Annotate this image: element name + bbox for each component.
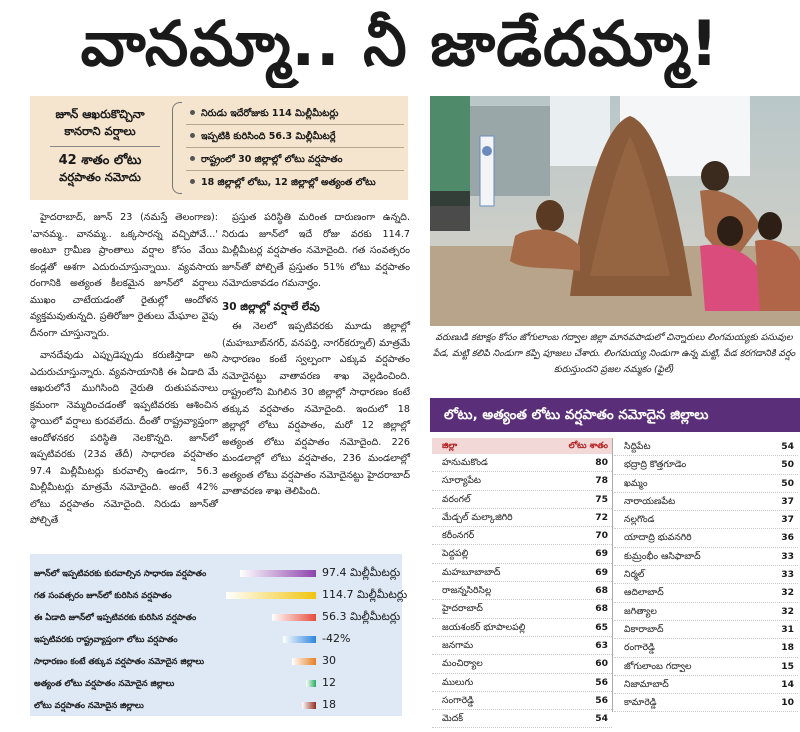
- district-name: రాజన్నసిరిసిల్ల: [442, 585, 492, 597]
- summary-line: కానరాని వర్షాలు: [64, 124, 136, 138]
- deficit-value: 63: [595, 639, 608, 651]
- table-row: [432, 582, 612, 600]
- district-name: నిజామాబాద్: [624, 678, 669, 690]
- deficit-value: 10: [781, 697, 794, 709]
- table-row: [432, 655, 612, 673]
- deficit-value: 31: [781, 623, 794, 635]
- district-name: మెదక్: [442, 713, 464, 725]
- deficit-value: 56: [595, 694, 608, 706]
- district-name: యాదాద్రి భువనగిరి: [624, 532, 692, 544]
- article-column-1: [30, 210, 218, 550]
- article-column-2: [222, 210, 410, 550]
- table-row: [432, 545, 612, 563]
- stat-row: [34, 584, 408, 606]
- stat-value: 56.3 మిల్లీమీటర్లు: [322, 610, 401, 623]
- stat-bar: [306, 680, 316, 687]
- photo-caption: వరుణుడి కటాక్షం కోసం జోగులాంబ గద్వాల జిల్లా మానవపాడులో చిన్నారులు లింగమయ్యకు పసువుల పేడ, మట్టి కలిపి నిండుగా కప్పి పూజలు చేశారు. లింగమయ్య నిండుగా ఉన్న మట్టి, పేడ కరగడానికి వర్షం కురుస్తుందని ప్రజల నమ్మకం (ఫైల్): [432, 332, 796, 375]
- table-row: [614, 511, 798, 529]
- article-paragraph: ఈ నెలలో ఇప్పటివరకు మూడు జిల్లాల్లో (మహబూబ్‌నగర్, వనపర్తి, నాగర్‌కర్నూల్) మాత్రమే సాధారణం కంటే స్వల్పంగా ఎక్కువ వర్షపాతం నమోదైనట్టు వాతావరణ శాఖ వెల్లడించింది. రాష్ట్రంలోని మిగిలిన 30 జిల్లాల్లో సాధారణం కంటే తక్కువ వర్షపాతం నమోదైంది. ఇందులో 18 జిల్లాల్లో లోటు వర్షపాతం, మరో 12 జిల్లాల్లో అత్యంత లోటు వర్షపాతం నమోదైంది. 226 మండలాల్లో లోటు వర్షపాతం, 236 మండలాల్లో అత్యంత లోటు వర్షపాతం నమోదైనట్టు హైదరాబాద్ వాతావరణ శాఖ తెలిపింది.: [222, 321, 410, 497]
- district-name: జగిత్యాల: [624, 605, 657, 617]
- article-subheading: 30 జిల్లాల్లో వర్షాలే లేవు: [222, 300, 320, 313]
- stat-bar: [226, 592, 316, 599]
- deficit-value: 33: [781, 569, 794, 581]
- bullet-icon: [190, 133, 195, 138]
- deficit-value: 14: [781, 678, 794, 690]
- summary-point: [186, 125, 404, 148]
- deficit-value: 15: [781, 660, 794, 672]
- deficit-value: 50: [781, 477, 794, 489]
- district-table-right: [614, 438, 798, 712]
- news-photo: [430, 96, 800, 326]
- deficit-value: 68: [595, 585, 608, 597]
- deficit-value: 60: [595, 658, 608, 670]
- district-name: వరంగల్: [442, 493, 471, 505]
- article-paragraph: హైదరాబాద్, జూన్ 23 (నమస్తే తెలంగాణ): 'వానమ్మ.. వానమ్మ.. ఒక్కసారన్న వచ్చిపోవే...' అంటూ గ్రామీణ ప్రాంతాలు వర్షాల కోసం వేయి కండ్లతో ఆశగా ఎదురుచూస్తున్నాయి. వ్యవసాయ రంగానికి అత్యంత కీలకమైన జూన్‌లో వర్షాలు ముఖం చాటేయడంతో రైతుల్లో ఆందోళన వ్యక్తమవుతున్నది. ప్రతిరోజూ రైతులు మేఘాల వైపు దీనంగా చూస్తున్నారు.: [30, 212, 218, 339]
- stat-label: గత సంవత్సరం జూన్‌లో కురిసిన వర్షపాతం: [34, 590, 172, 600]
- stat-value: 18: [322, 698, 336, 711]
- stat-bar: [272, 614, 316, 621]
- summary-left-bottom: [30, 152, 170, 186]
- stat-label: ఇప్పటివరకు రాష్ట్రవ్యాప్తంగా లోటు వర్షపాతం: [34, 634, 178, 644]
- table-row: [614, 621, 798, 639]
- table-row: [614, 676, 798, 694]
- summary-point-text: 18 జిల్లాల్లో లోటు, 12 జిల్లాల్లో అత్యంత లోటు: [201, 177, 376, 188]
- table-row: [614, 493, 798, 511]
- stat-value: 114.7 మిల్లీమీటర్లు: [322, 588, 408, 601]
- deficit-value: 70: [595, 530, 608, 542]
- district-name: మంచిర్యాల: [442, 658, 483, 670]
- stat-row: [34, 672, 398, 694]
- table-row: [432, 674, 612, 692]
- stat-label: అత్యంత లోటు వర్షపాతం నమోదైన జిల్లాలు: [34, 678, 175, 688]
- stat-value: 30: [322, 654, 336, 667]
- district-name: భద్రాద్రి కొత్తగూడెం: [624, 459, 687, 471]
- summary-line: జూన్ ఆఖరుకొచ్చినా: [55, 107, 145, 121]
- table-row: [432, 564, 612, 582]
- table-row: [432, 527, 612, 545]
- summary-point: [186, 102, 404, 125]
- summary-line: వర్షపాతం నమోదు: [59, 170, 141, 184]
- deficit-value: 75: [595, 493, 608, 505]
- column-header-district: జిల్లా: [442, 441, 458, 451]
- district-name: కామారెడ్డి: [624, 697, 657, 709]
- district-name: మహబూబాబాద్: [442, 566, 501, 578]
- deficit-value: 65: [595, 621, 608, 633]
- stat-label: ఈ ఏడాది జూన్‌లో ఇప్పటివరకు కురిసిన వర్షపాతం: [34, 612, 197, 622]
- district-name: పెద్దపల్లి: [442, 548, 469, 560]
- district-table-left: [432, 438, 612, 728]
- deficit-value: 32: [781, 587, 794, 599]
- table-row: [432, 454, 612, 472]
- table-row: [614, 694, 798, 712]
- table-row: [614, 584, 798, 602]
- bullet-icon: [190, 110, 195, 115]
- table-row: [432, 600, 612, 618]
- summary-point-text: ఇప్పటికి కురిసింది 56.3 మిల్లీమీటర్లే: [201, 131, 336, 142]
- stat-bar: [283, 636, 316, 643]
- deficit-value: 72: [595, 511, 608, 523]
- stat-label: జూన్‌లో ఇప్పటివరకు కురవాల్సిన సాధారణ వర్షపాతం: [34, 568, 207, 578]
- table-row: [614, 456, 798, 474]
- headline: వానమ్మా.. నీ జాడేదమ్మా!: [80, 7, 720, 80]
- deficit-value: 56: [595, 676, 608, 688]
- deficit-value: 33: [781, 550, 794, 562]
- deficit-value: 68: [595, 603, 608, 615]
- bullet-icon: [190, 156, 195, 161]
- deficit-value: 80: [595, 457, 608, 468]
- district-name: కరీంనగర్: [442, 530, 475, 542]
- district-name: వికారాబాద్: [624, 623, 664, 635]
- deficit-value: 37: [781, 495, 794, 507]
- table-row: [614, 475, 798, 493]
- summary-point-text: రాష్ట్రంలో 30 జిల్లాల్లో లోటు వర్షపాతం: [201, 154, 343, 165]
- rainfall-stats-box: [30, 554, 408, 716]
- district-name: సూర్యాపేట: [442, 475, 482, 487]
- district-name: నిర్మల్: [624, 569, 645, 581]
- deficit-value: 36: [781, 532, 794, 544]
- deficit-value: 32: [781, 605, 794, 617]
- deficit-value: 18: [781, 642, 794, 654]
- district-name: సంగారెడ్డి: [442, 694, 474, 706]
- table-row: [432, 509, 612, 527]
- table-row: [432, 491, 612, 509]
- stat-label: లోటు వర్షపాతం నమోదైన జిల్లాలు: [34, 700, 144, 710]
- table-title: లోటు, అత్యంత లోటు వర్షపాతం నమోదైన జిల్లాలు: [430, 398, 800, 432]
- table-row: [614, 529, 798, 547]
- table-row: [614, 658, 798, 676]
- deficit-value: 69: [595, 548, 608, 560]
- article-paragraph: ప్రస్తుత పరిస్థితి మరింత దారుణంగా ఉన్నది. నిరుడు జూన్‌లో ఇదే రోజు వరకు 114.7 మిల్లీమీటర్ల వర్షపాతం నమోదైంది. గత సంవత్సరం జూన్‌తో పోల్చితే ప్రస్తుతం 51% లోటు వర్షపాతం నమోదుకావడం గమనార్హం.: [222, 212, 410, 289]
- stat-row: [34, 562, 401, 584]
- district-name: జయశంకర్ భూపాలపల్లి: [442, 621, 526, 633]
- table-row: [432, 692, 612, 710]
- table-header: [432, 438, 612, 454]
- divider: [50, 146, 160, 147]
- deficit-value: 54: [595, 713, 608, 725]
- summary-point: [186, 171, 404, 194]
- stat-label: సాధారణం కంటే తక్కువ వర్షపాతం నమోదైన జిల్లాలు: [34, 656, 205, 666]
- summary-line: 42 శాతం లోటు: [58, 153, 142, 168]
- table-row: [614, 603, 798, 621]
- stat-value: 12: [322, 676, 336, 689]
- stat-bar: [292, 658, 316, 665]
- column-header-deficit: లోటు శాతం: [568, 441, 608, 451]
- deficit-value: 37: [781, 514, 794, 526]
- article-paragraph: వానదేవుడు ఎప్పుడెప్పుడు కరుణిస్తాడా అని ఎదురుచూస్తున్నారు. వ్యవసాయానికి ఈ ఏడాది మే ఆఖరులోనే ముగిసింది నైరుతి రుతుపవనాలు క్రమంగా నెమ్మదించడంతో ఇప్పటివరకు ఆశించిన స్థాయిలో వర్షాలు కురవలేదు. దీంతో రాష్ట్రవ్యాప్తంగా ఆందోళనకర పరిస్థితి నెలకొన్నది. జూన్‌లో ఇప్పటివరకు (23వ తేదీ) సాధారణ వర్షపాతం 97.4 మిల్లీమీటర్లు కురవాల్సి ఉండగా, 56.3 మిల్లీమీటర్లు మాత్రమే నమోదైంది. అంటే 42% లోటు వర్షపాతం నమోదైంది. నిరుడు జూన్‌తో పోల్చితే: [30, 350, 218, 526]
- district-name: జోగులాంబ గద్వాల: [624, 660, 692, 672]
- deficit-value: 69: [595, 566, 608, 578]
- table-row: [614, 566, 798, 584]
- stat-row: [34, 694, 398, 716]
- summary-left-top: [30, 106, 170, 140]
- photo-illustration: [430, 96, 800, 326]
- stat-bar: [240, 570, 316, 577]
- stat-value: -42%: [322, 632, 351, 645]
- district-name: జనగామ: [442, 639, 474, 651]
- bullet-icon: [190, 179, 195, 184]
- divider: [612, 438, 613, 712]
- district-name: ఖమ్మం: [624, 477, 648, 489]
- table-row: [432, 710, 612, 728]
- table-row: [614, 639, 798, 657]
- deficit-value: 78: [595, 475, 608, 487]
- table-row: [432, 472, 612, 490]
- stat-row: [34, 650, 398, 672]
- district-name: ఆదిలాబాద్: [624, 587, 664, 599]
- stat-bar: [302, 702, 316, 709]
- stat-row: [34, 628, 398, 650]
- stat-row: [34, 606, 401, 628]
- deficit-value: 50: [781, 459, 794, 471]
- district-name: ములుగు: [442, 676, 474, 688]
- district-name: నారాయణపేట: [624, 495, 676, 507]
- summary-point: [186, 148, 404, 171]
- district-name: రంగారెడ్డి: [624, 642, 655, 654]
- deficit-value: 54: [781, 441, 794, 452]
- table-row: [614, 438, 798, 456]
- district-name: హైదరాబాద్: [442, 603, 483, 615]
- stat-value: 97.4 మిల్లీమీటర్లు: [322, 566, 401, 579]
- district-name: మేడ్చల్ మల్కాజిగిరి: [442, 511, 513, 523]
- table-row: [432, 619, 612, 637]
- district-name: నల్లగొండ: [624, 514, 655, 526]
- brace-icon: [172, 102, 182, 194]
- summary-box: [30, 96, 408, 200]
- table-row: [614, 548, 798, 566]
- table-row: [432, 637, 612, 655]
- district-name: సిద్దిపేట: [624, 441, 651, 452]
- district-name: హనుమకొండ: [442, 457, 488, 468]
- summary-point-text: నిరుడు ఇదేరోజుకు 114 మిల్లీమీటర్లు: [201, 108, 339, 119]
- district-name: కుమ్రంభీం ఆసిఫాబాద్: [624, 550, 701, 562]
